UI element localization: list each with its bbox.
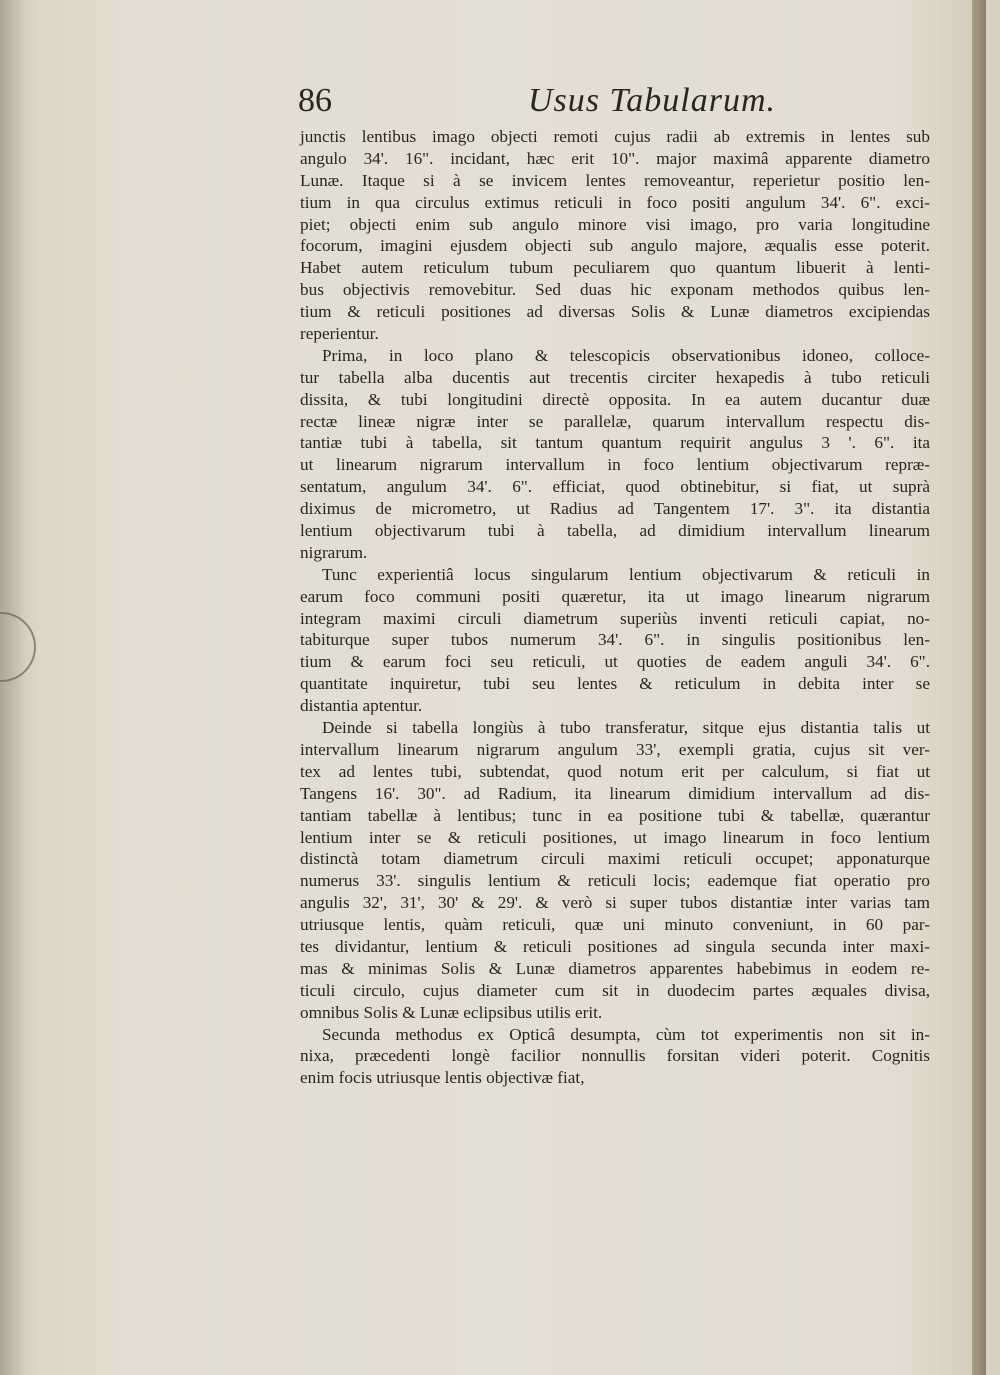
text-line: ut linearum nigrarum intervallum in foco lentium objectivarum repræ-	[300, 455, 930, 475]
text-line: Tunc experientiâ locus singularum lentium objectivarum & reticuli in	[322, 564, 930, 584]
text-line: omnibus Solis & Lunæ eclipsibus utilis erit.	[300, 1002, 603, 1022]
text-line: tium & reticuli positiones ad diversas Solis & Lunæ diametros excipiendas	[300, 302, 930, 322]
text-line: intervallum linearum nigrarum angulum 33', exempli gratia, cujus sit ver-	[300, 739, 930, 759]
page-header	[298, 82, 928, 126]
text-line: earum foco communi positi quæretur, ita ut imago linearum nigrarum	[300, 586, 930, 606]
text-line: nixa, præcedenti longè facilior nonnullis forsitan videri poterit. Cognitis	[300, 1046, 930, 1066]
text-line: Prima, in loco plano & telescopicis observationibus idoneo, colloce-	[322, 345, 930, 365]
text-line: rectæ lineæ nigræ inter se parallelæ, quarum intervallum respectu dis-	[300, 411, 930, 431]
text-line: bus objectivis removebitur. Sed duas hic exponam methodos quibus len-	[300, 280, 930, 300]
body-text	[300, 126, 930, 1089]
text-line: mas & minimas Solis & Lunæ diametros apparentes habebimus in eodem re-	[300, 958, 930, 978]
page-number: 86	[298, 82, 332, 119]
text-line: junctis lentibus imago objecti remoti cujus radii ab extremis in lentes sub	[300, 127, 930, 146]
text-line: tes dividantur, lentium & reticuli positiones ad singula secunda inter maxi-	[300, 936, 930, 956]
text-line: sentatum, angulum 34'. 6". efficiat, quod obtinebitur, si fiat, ut suprà	[300, 477, 930, 497]
text-line: ticuli circulo, cujus diameter cum sit in duodecim partes æquales divisa,	[300, 980, 930, 1000]
text-line: angulo 34'. 16". incidant, hæc erit 10". major maximâ apparente diametro	[300, 148, 930, 168]
text-line: tium & earum foci seu reticuli, ut quoties de eadem anguli 34'. 6".	[300, 652, 930, 672]
text-line: distantia aptentur.	[300, 696, 423, 716]
binding-clip-mark	[0, 612, 36, 682]
page-edge	[972, 0, 986, 1375]
text-line: Tangens 16'. 30". ad Radium, ita linearum dimidium intervallum ad dis-	[300, 783, 930, 803]
text-line: tantiæ tubi à tabella, sit tantum quantum requirit angulus 3 '. 6". ita	[300, 433, 930, 453]
text-line: lentium objectivarum tubi à tabella, ad dimidium intervallum linearum	[300, 521, 930, 541]
text-line: tex ad lentes tubi, subtendat, quod notum erit per calculum, si fiat ut	[300, 761, 930, 781]
text-line: enim focis utriusque lentis objectivæ fiat,	[300, 1068, 585, 1088]
text-line: tur tabella alba ducentis aut trecentis circiter hexapedis à tubo reticuli	[300, 367, 930, 387]
text-line: integram maximi circuli diametrum superiùs inventi reticuli capiat, no-	[300, 608, 930, 628]
text-line: diximus de micrometro, ut Radius ad Tangentem 17'. 3". ita distantia	[300, 499, 930, 519]
text-line: tium in qua circulus extimus reticuli in foco positi angulum 34'. 6". exci-	[300, 192, 930, 212]
text-line: tabiturque super tubos numerum 34'. 6". in singulis positionibus len-	[300, 630, 930, 650]
text-line: nigrarum.	[300, 542, 368, 562]
text-line: focorum, imagini ejusdem objecti sub angulo majore, æqualis esse poterit.	[300, 236, 930, 256]
text-line: quantitate inquiretur, tubi seu lentes & reticulum in debita inter se	[300, 674, 930, 694]
text-line: Lunæ. Itaque si à se invicem lentes removeantur, reperietur positio len-	[300, 170, 930, 190]
text-line: piet; objecti enim sub angulo minore visi imago, pro varia longitudine	[300, 214, 930, 234]
text-line: utriusque lentis, quàm reticuli, quæ uni minuto conveniunt, in 60 par-	[300, 915, 930, 935]
text-line: dissita, & tubi longitudini directè opposita. In ea autem ducantur duæ	[300, 389, 930, 409]
text-line: distinctà totam diametrum circuli maximi reticuli occupet; apponaturque	[300, 849, 930, 869]
text-line: Secunda methodus ex Opticâ desumpta, cùm tot experimentis non sit in-	[322, 1024, 930, 1044]
spine-shadow	[0, 0, 26, 1375]
text-line: tantiam tabellæ à lentibus; tunc in ea positione tubi & tabellæ, quærantur	[300, 805, 930, 825]
text-line: angulis 32', 31', 30' & 29'. & verò si super tubos distantiæ inter varias tam	[300, 893, 930, 913]
text-line: reperientur.	[300, 324, 379, 344]
text-line: lentium inter se & reticuli positiones, ut imago linearum in foco lentium	[300, 827, 930, 847]
text-line: Habet autem reticulum tubum peculiarem quo quantum libuerit à lenti-	[300, 258, 930, 278]
text-line: Deinde si tabella longiùs à tubo transferatur, sitque ejus distantia talis ut	[322, 718, 930, 738]
text-line: numerus 33'. singulis lentium & reticuli locis; eademque fiat operatio pro	[300, 871, 930, 891]
running-title: Usus Tabularum.	[528, 82, 777, 119]
